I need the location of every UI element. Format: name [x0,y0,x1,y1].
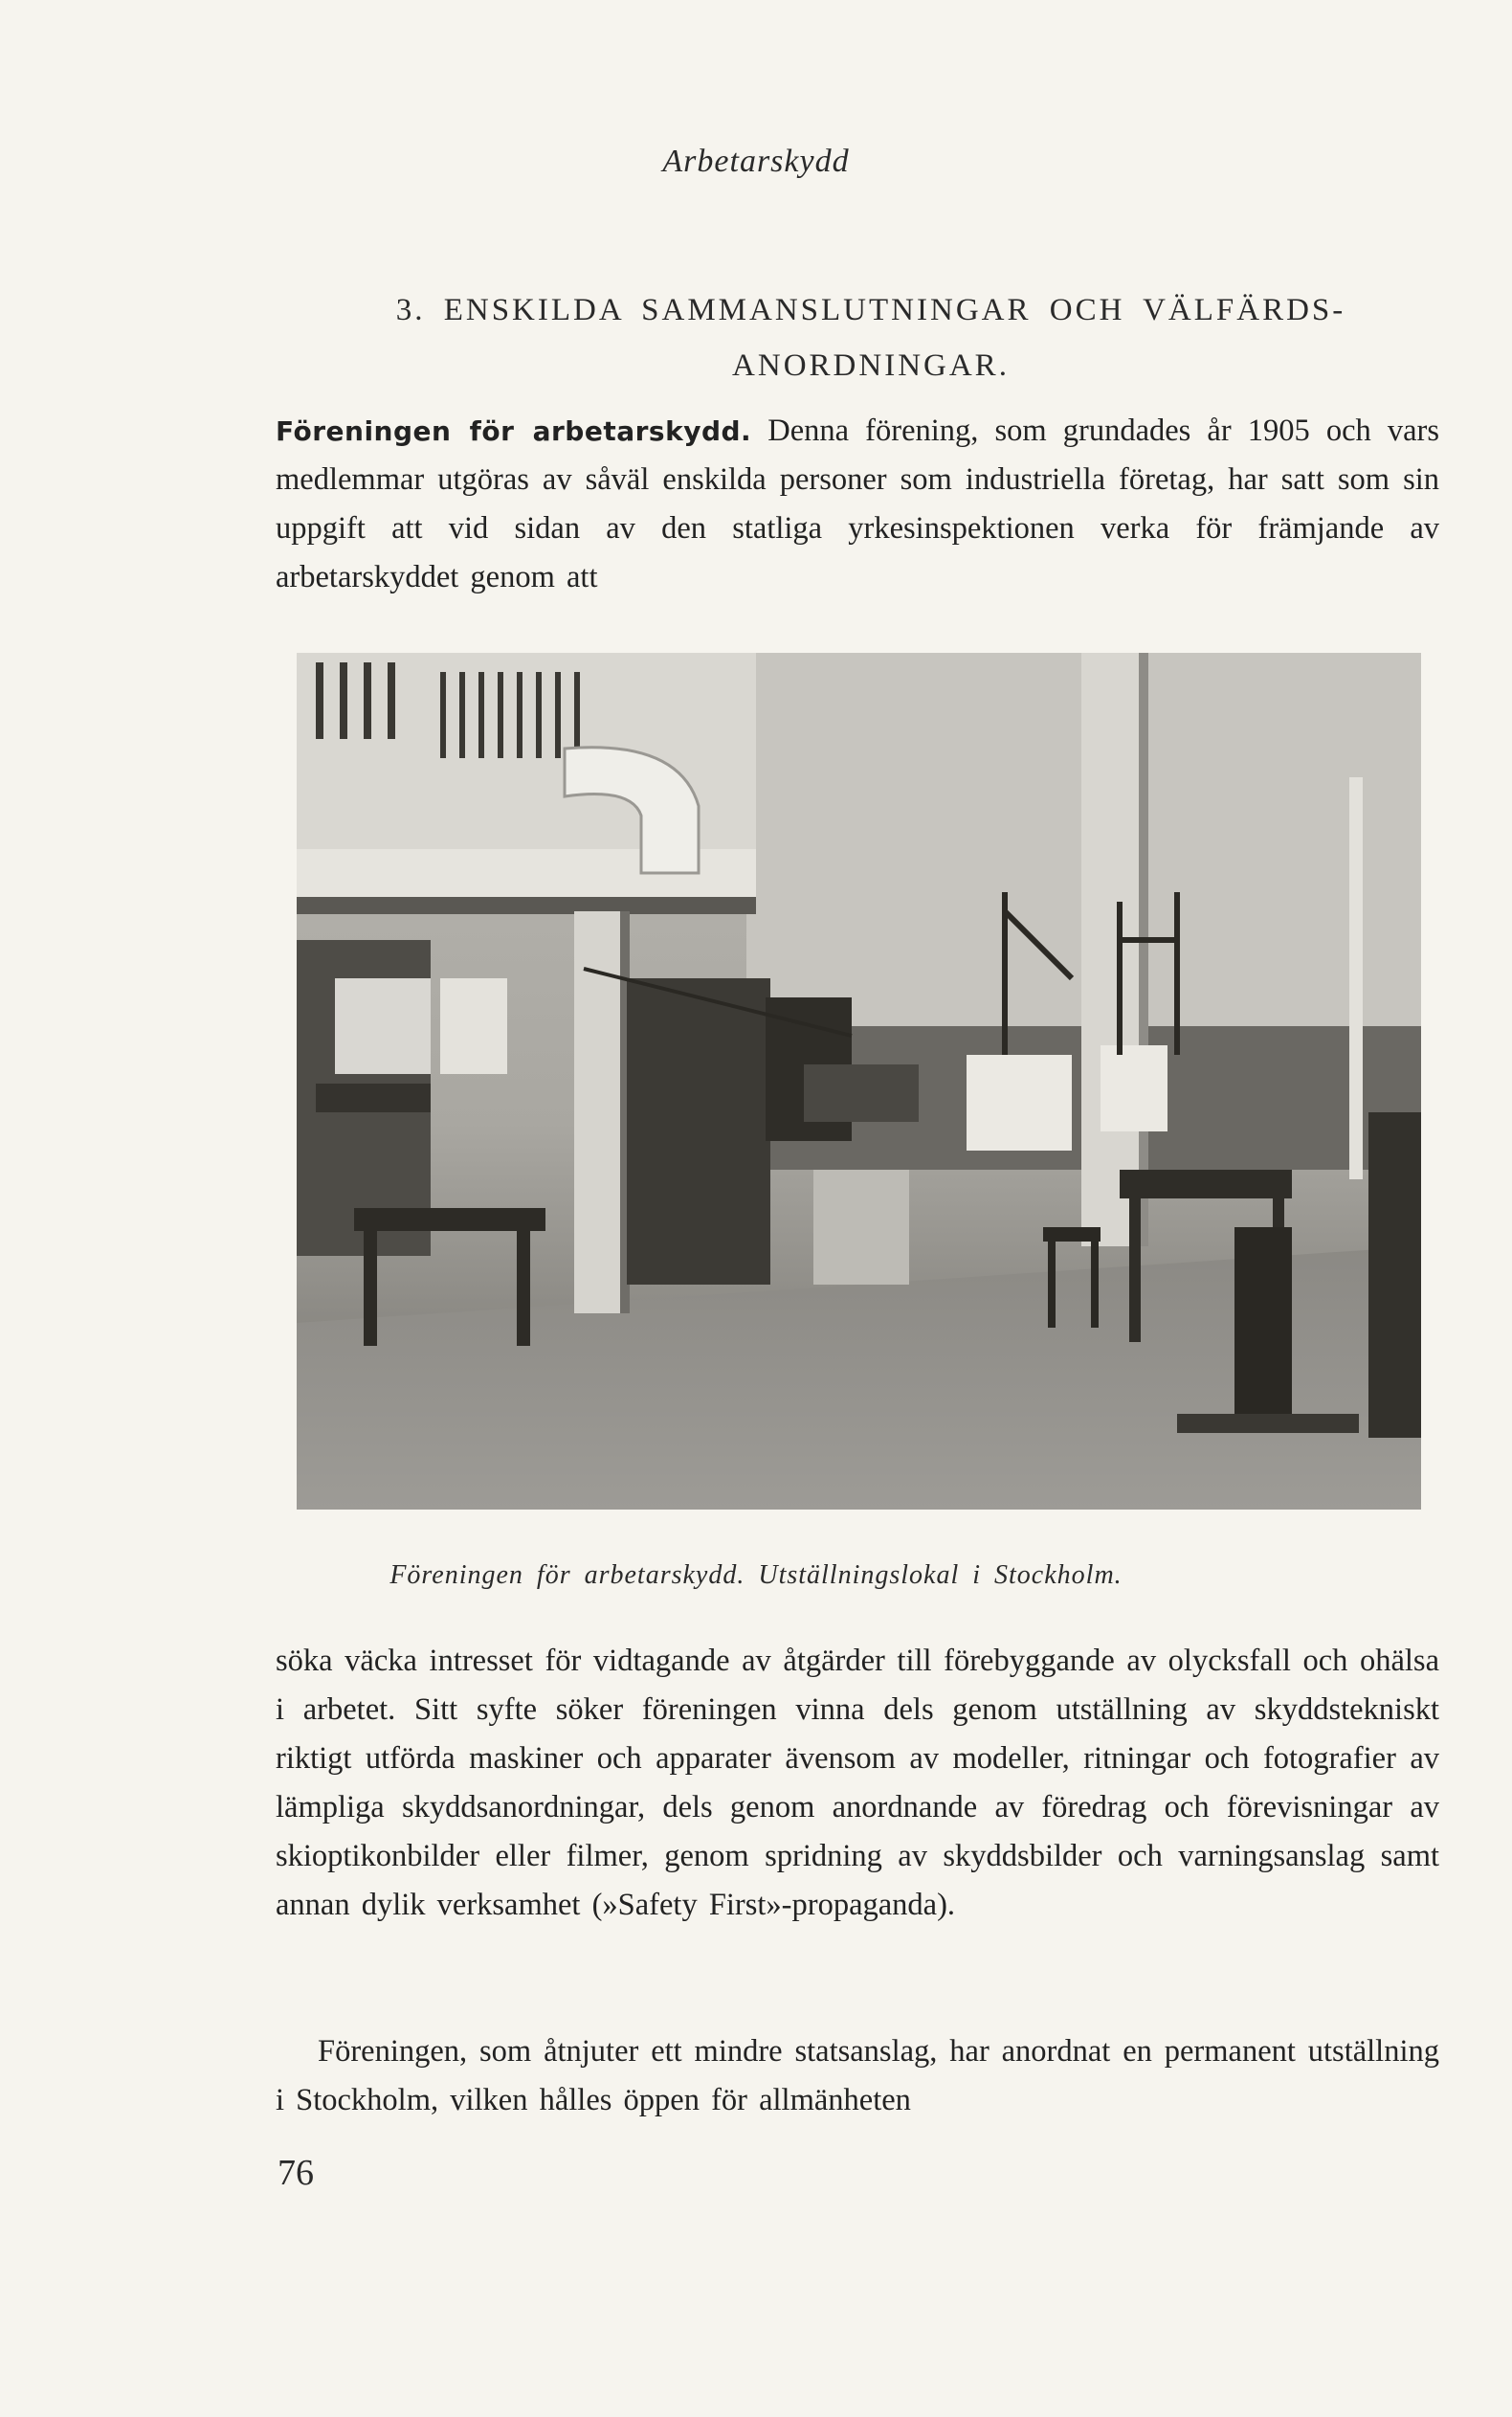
section-title-line-1: 3. ENSKILDA SAMMANSLUTNINGAR OCH VÄLFÄRDS- [395,293,1346,327]
photo-caption: Föreningen för arbetarskydd. Utställningslokal i Stockholm. [389,1560,1123,1590]
paragraph-2: söka väcka intresset för vidtagande av åtgärder till förebyggande av olycksfall och ohälsa i arbetet. Sitt syfte söker föreningen vinna dels genom utställning av skyddstekniskt riktigt utförda maskiner och apparater ävensom av modeller, ritningar och fotografier av lämpliga skyddsanordningar, dels genom anordnande av föredrag och förevisningar av skioptikonbilder eller filmer, genom spridning av skyddsbilder och varningsanslag samt annan dylik verksamhet (»Safety First»-propaganda). [276,1644,1439,1922]
paragraph-1 [276,407,1439,602]
paragraph-3: Föreningen, som åtnjuter ett mindre statsanslag, har anordnat en permanent utställning i Stockholm, vilken hålles öppen för allmänheten [276,2034,1439,2117]
paragraph-1-text: Denna förening, som grundades år 1905 och vars medlemmar utgöras av såväl enskilda personer som industriella företag, har satt som sin uppgift att vid sidan av den statliga yrkesinspektionen verka för främjande av arbetarskyddet genom att [276,414,1439,594]
paragraph-lead: Föreningen för arbetarskydd. [276,415,752,447]
section-title-line-2: ANORDNINGAR. [732,348,1010,383]
photo-illustration [297,653,1421,1510]
section-title [306,282,1435,393]
running-head: Arbetarskydd [662,144,850,179]
page-number: 76 [278,2153,314,2193]
exhibition-hall-photo [297,653,1421,1510]
